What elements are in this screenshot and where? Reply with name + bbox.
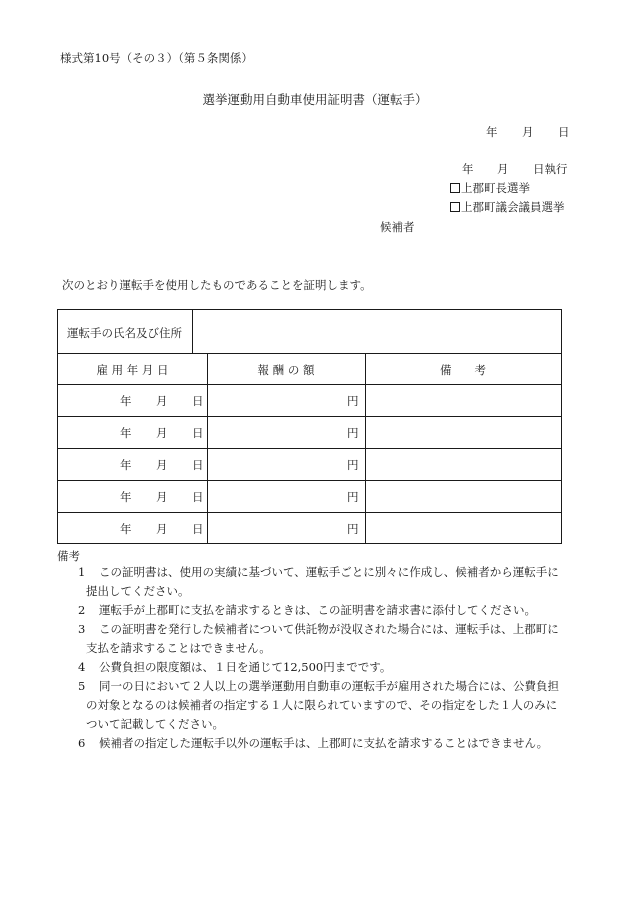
note-text-continued: ついて記載してください。 xyxy=(86,717,224,731)
row-day: 日 xyxy=(192,426,204,440)
document-title: 選挙運動用自動車使用証明書（運転手） xyxy=(202,92,428,107)
row-day: 日 xyxy=(192,394,204,408)
note-number: 3 xyxy=(78,622,86,636)
note-item xyxy=(78,620,570,658)
note-item xyxy=(78,734,570,753)
row-month: 月 xyxy=(156,458,168,472)
table-rule xyxy=(58,512,561,513)
election-date-executed: 日執行 xyxy=(533,162,568,176)
checkbox-icon[interactable] xyxy=(450,202,460,212)
notes-heading: 備考 xyxy=(57,549,80,563)
certification-statement: 次のとおり運転手を使用したものであることを証明します。 xyxy=(62,278,372,292)
document-date-day: 日 xyxy=(558,125,570,139)
row-yen: 円 xyxy=(347,458,359,472)
election-option-mayor-label: 上郡町長選挙 xyxy=(461,181,530,195)
table-rule xyxy=(58,384,561,385)
note-text: 候補者の指定した運転手以外の運転手は、上郡町に支払を請求することはできません。 xyxy=(99,736,549,750)
row-yen: 円 xyxy=(347,394,359,408)
note-item xyxy=(78,677,570,734)
election-option-mayor[interactable] xyxy=(450,180,530,196)
row-month: 月 xyxy=(156,490,168,504)
row-year: 年 xyxy=(120,490,132,504)
candidate-label: 候補者 xyxy=(380,220,415,234)
row-year: 年 xyxy=(120,522,132,536)
table-rule xyxy=(207,353,208,544)
form-number: 様式第10号（その３）（第５条関係） xyxy=(60,51,253,65)
driver-name-address-label: 運転手の氏名及び住所 xyxy=(67,326,182,340)
column-header-employment-date: 雇 用 年 月 日 xyxy=(96,363,169,377)
table-rule xyxy=(365,353,366,544)
note-text: 運転手が上郡町に支払を請求するときは、この証明書を請求書に添付してください。 xyxy=(99,603,536,617)
row-month: 月 xyxy=(156,394,168,408)
column-header-amount: 報 酬 の 額 xyxy=(257,363,315,377)
usage-table xyxy=(57,309,562,544)
note-number: 5 xyxy=(78,679,86,693)
table-rule xyxy=(58,448,561,449)
document-date-year: 年 xyxy=(486,125,498,139)
document-date-month: 月 xyxy=(522,125,534,139)
election-date-month: 月 xyxy=(497,162,509,176)
row-yen: 円 xyxy=(347,426,359,440)
note-item xyxy=(78,601,570,620)
note-text-continued: の対象となるのは候補者の指定する１人に限られていますので、その指定をした１人のみに xyxy=(86,698,558,712)
table-rule xyxy=(58,480,561,481)
table-rule xyxy=(58,353,561,354)
row-month: 月 xyxy=(156,426,168,440)
row-year: 年 xyxy=(120,426,132,440)
election-option-council[interactable] xyxy=(450,199,565,215)
note-number: 6 xyxy=(78,736,86,750)
checkbox-icon[interactable] xyxy=(450,183,460,193)
note-item xyxy=(78,563,570,601)
column-header-remarks: 備 考 xyxy=(440,363,486,377)
note-item xyxy=(78,658,570,677)
note-text-continued: 提出してください。 xyxy=(86,584,190,598)
row-yen: 円 xyxy=(347,522,359,536)
note-text: 公費負担の限度額は、１日を通じて12,500円までです。 xyxy=(99,660,392,674)
election-date-year: 年 xyxy=(462,162,474,176)
row-year: 年 xyxy=(120,394,132,408)
note-number: 1 xyxy=(78,565,86,579)
row-day: 日 xyxy=(192,490,204,504)
note-text: この証明書を発行した候補者について供託物が没収された場合には、運転手は、上郡町に xyxy=(99,622,559,636)
note-text: 同一の日において２人以上の選挙運動用自動車の運転手が雇用された場合には、公費負担 xyxy=(99,679,559,693)
table-rule xyxy=(58,416,561,417)
row-day: 日 xyxy=(192,458,204,472)
note-number: 4 xyxy=(78,660,86,674)
note-text: この証明書は、使用の実績に基づいて、運転手ごとに別々に作成し、候補者から運転手に xyxy=(99,565,559,579)
election-option-council-label: 上郡町議会議員選挙 xyxy=(461,200,565,214)
row-year: 年 xyxy=(120,458,132,472)
note-text-continued: 支払を請求することはできません。 xyxy=(86,641,271,655)
note-number: 2 xyxy=(78,603,86,617)
row-yen: 円 xyxy=(347,490,359,504)
table-rule xyxy=(192,310,193,353)
driver-name-address-field[interactable] xyxy=(194,312,560,352)
row-day: 日 xyxy=(192,522,204,536)
row-month: 月 xyxy=(156,522,168,536)
